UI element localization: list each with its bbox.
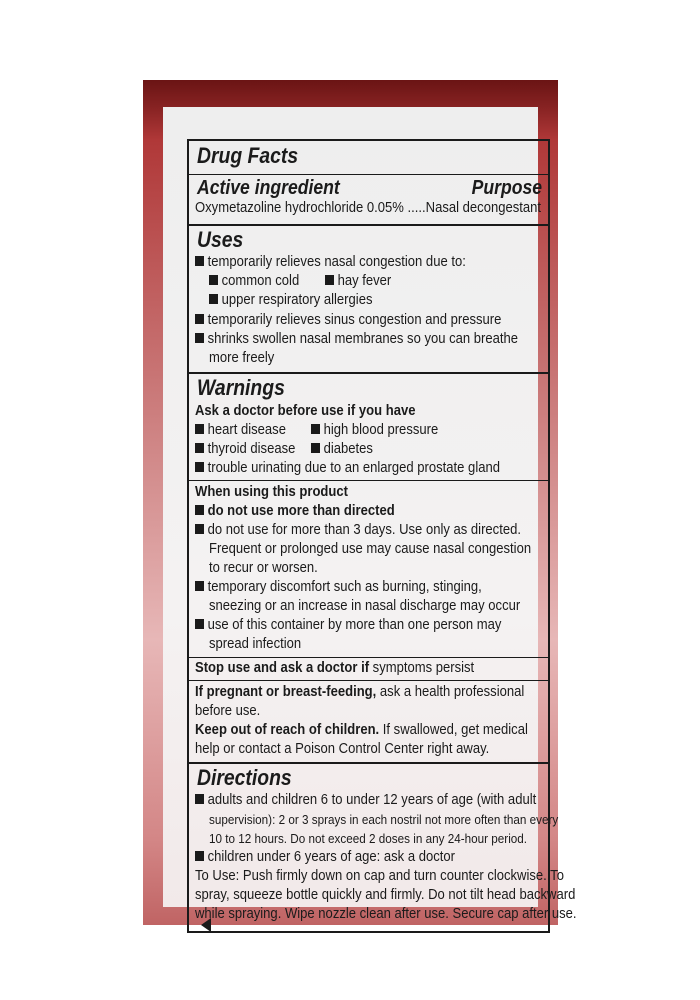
pregnant-line xyxy=(195,683,524,702)
uses-subitem xyxy=(209,291,372,310)
warning-text-continued: to recur or worsen. xyxy=(209,560,318,576)
stop-use-bold: Stop use and ask a doctor if xyxy=(195,660,370,676)
bullet-square xyxy=(311,424,320,434)
bullet-square xyxy=(195,462,204,472)
directions-item xyxy=(195,848,455,867)
bullet-square xyxy=(195,851,204,861)
directions-text-continued: 10 to 12 hours. Do not exceed 2 doses in any 24-hour period. xyxy=(209,831,528,846)
warning-text: use of this container by more than one person may xyxy=(207,617,502,633)
uses-text: temporarily relieves nasal congestion due to: xyxy=(207,254,466,270)
warning-item xyxy=(195,616,501,635)
warning-item xyxy=(195,578,482,597)
bullet-square xyxy=(195,524,204,534)
children-text: If swallowed, get medical xyxy=(379,722,528,738)
children-text-continued: help or contact a Poison Control Center right away. xyxy=(195,741,490,757)
warning-item xyxy=(195,521,521,540)
bullet-square xyxy=(195,619,204,629)
directions-text: children under 6 years of age: ask a doctor xyxy=(207,849,455,865)
directions-text-continued: supervision): 2 or 3 sprays in each nostril not more often than every xyxy=(209,812,559,827)
bullet-square xyxy=(195,333,204,343)
children-line xyxy=(195,721,528,740)
uses-subitem xyxy=(209,272,299,291)
section-divider xyxy=(189,224,548,226)
pregnant-text: ask a health professional xyxy=(376,684,525,700)
uses-text: hay fever xyxy=(337,273,392,289)
ask-doctor-subheading: Ask a doctor before use if you have xyxy=(195,403,416,419)
arrow-left-icon xyxy=(201,918,211,932)
uses-subitem xyxy=(325,272,391,291)
bullet-square xyxy=(195,443,204,453)
condition-item xyxy=(311,421,438,440)
purpose-heading: Purpose xyxy=(471,177,542,199)
divider xyxy=(189,657,548,658)
drug-facts-title: Drug Facts xyxy=(197,143,299,168)
bullet-square xyxy=(195,581,204,591)
directions-item xyxy=(195,791,536,810)
pregnant-text-continued: before use. xyxy=(195,703,261,719)
uses-item xyxy=(195,330,518,349)
uses-item xyxy=(195,311,501,330)
bullet-square xyxy=(311,443,320,453)
uses-text-continued: more freely xyxy=(209,350,275,366)
divider xyxy=(189,680,548,681)
to-use-text: To Use: Push firmly down on cap and turn counter clockwise. To xyxy=(195,868,564,884)
uses-text: shrinks swollen nasal membranes so you can breathe xyxy=(207,331,519,347)
uses-text: temporarily relieves sinus congestion and pressure xyxy=(207,312,502,328)
warning-text-continued: Frequent or prolonged use may cause nasal congestion xyxy=(209,541,532,557)
bullet-square xyxy=(195,256,204,266)
warning-text: do not use more than directed xyxy=(207,503,395,519)
warnings-heading: Warnings xyxy=(197,375,285,400)
condition-item xyxy=(195,440,295,459)
condition-item xyxy=(195,459,500,478)
warning-text: do not use for more than 3 days. Use only as directed. xyxy=(207,522,521,538)
drug-facts-label xyxy=(163,107,577,922)
bullet-square xyxy=(209,294,218,304)
to-use-text: while spraying. Wipe nozzle clean after use. Secure cap after use. xyxy=(195,906,577,922)
warning-text: temporary discomfort such as burning, stinging, xyxy=(207,579,482,595)
stop-use-text: symptoms persist xyxy=(369,660,475,676)
pregnant-bold: If pregnant or breast-feeding, xyxy=(195,684,377,700)
condition-item xyxy=(195,421,286,440)
warning-item xyxy=(195,502,395,521)
bullet-square xyxy=(325,275,334,285)
uses-heading: Uses xyxy=(197,227,244,252)
uses-text: upper respiratory allergies xyxy=(221,292,373,308)
condition-text: thyroid disease xyxy=(207,441,296,457)
product-package xyxy=(143,80,577,925)
children-bold: Keep out of reach of children. xyxy=(195,722,380,738)
bullet-square xyxy=(195,794,204,804)
condition-text: trouble urinating due to an enlarged prostate gland xyxy=(207,460,501,476)
condition-text: high blood pressure xyxy=(323,422,439,438)
bullet-square xyxy=(209,275,218,285)
active-ingredient-line: Oxymetazoline hydrochloride 0.05% .....Nasal decongestant xyxy=(195,200,542,216)
when-using-subheading: When using this product xyxy=(195,484,348,500)
warning-text-continued: spread infection xyxy=(209,636,302,652)
section-divider xyxy=(189,762,548,764)
bullet-square xyxy=(195,314,204,324)
uses-text: common cold xyxy=(221,273,300,289)
directions-heading: Directions xyxy=(197,765,292,790)
warning-text-continued: sneezing or an increase in nasal discharge may occur xyxy=(209,598,521,614)
section-divider xyxy=(189,372,548,374)
stop-use-line xyxy=(195,659,474,678)
bullet-square xyxy=(195,424,204,434)
condition-text: diabetes xyxy=(323,441,373,457)
condition-item xyxy=(311,440,373,459)
uses-item xyxy=(195,253,466,272)
bullet-square xyxy=(195,505,204,515)
divider xyxy=(189,480,548,481)
active-ingredient-heading: Active ingredient xyxy=(197,177,340,199)
condition-text: heart disease xyxy=(207,422,286,438)
drug-facts-panel xyxy=(187,139,577,933)
to-use-text: spray, squeeze bottle quickly and firmly. Do not tilt head backward xyxy=(195,887,576,903)
directions-text: adults and children 6 to under 12 years of age (with adult xyxy=(207,792,537,808)
